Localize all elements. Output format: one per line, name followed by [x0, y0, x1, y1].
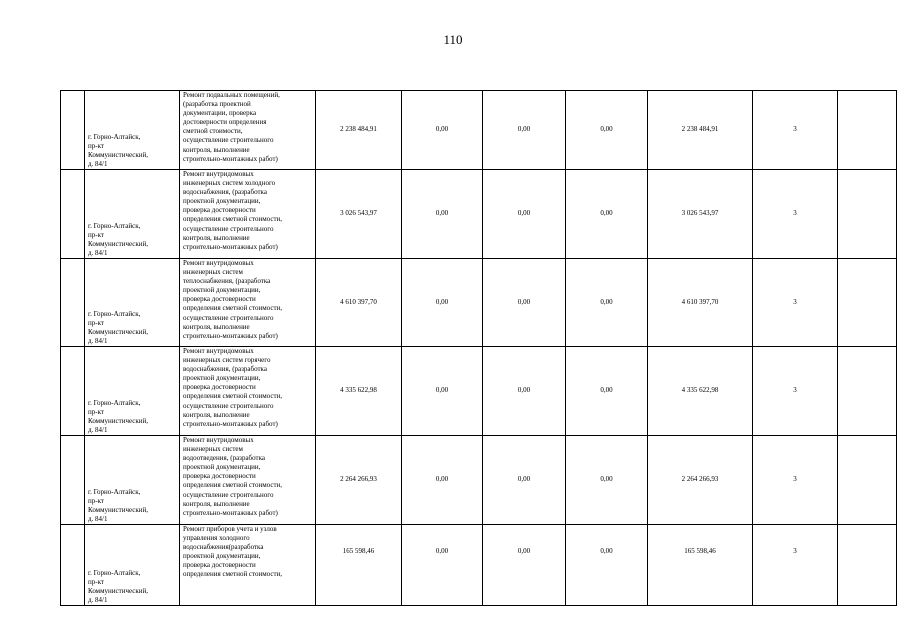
work-line: контроля, выполнение: [183, 410, 250, 419]
work-line: строительно-монтажных работ): [183, 331, 278, 340]
address-line: Коммунистический,: [88, 239, 149, 248]
work-line: осуществление строительного: [183, 490, 274, 499]
index-cell: [61, 347, 85, 436]
work-line: водоснабжения, (разработка: [183, 365, 267, 374]
work-line: проектной документации,: [183, 552, 261, 561]
work-line: проектной документации,: [183, 286, 261, 295]
address-line: д. 84/1: [88, 248, 108, 257]
address-line: г. Горно-Алтайск,: [88, 398, 141, 407]
address-line: Коммунистический,: [88, 327, 149, 336]
value-cell: 0,00: [402, 347, 483, 436]
work-line: водоснабжения, (разработка: [183, 188, 267, 197]
work-line: проектной документации,: [183, 463, 261, 472]
address-line: Коммунистический,: [88, 150, 149, 159]
work-line: контроля, выполнение: [183, 322, 250, 331]
value-cell: 0,00: [483, 347, 566, 436]
value-cell: 0,00: [402, 170, 483, 259]
work-line: проверка достоверности: [183, 206, 256, 215]
value-cell: 0,00: [566, 91, 648, 170]
work-line: строительно-монтажных работ): [183, 154, 278, 163]
empty-cell: [838, 525, 897, 606]
work-line: (разработка проектной: [183, 100, 251, 109]
work-line: осуществление строительного: [183, 136, 274, 145]
fund-cost-cell: 165 598,46: [648, 525, 753, 606]
table-row: [61, 170, 897, 259]
fund-cost-cell: 3 026 543,97: [648, 170, 753, 259]
address-line: пр-кт: [88, 230, 104, 239]
index-cell: [61, 436, 85, 525]
work-line: водоснабжения(разработка: [183, 543, 264, 552]
work-description-cell: [180, 91, 316, 170]
address-line: пр-кт: [88, 407, 104, 416]
work-line: контроля, выполнение: [183, 499, 250, 508]
work-line: инженерных систем: [183, 268, 243, 277]
work-line: проектной документации,: [183, 197, 261, 206]
work-line: инженерных систем холодного: [183, 179, 276, 188]
work-description-cell: [180, 170, 316, 259]
address-line: д. 84/1: [88, 595, 108, 604]
value-cell: 0,00: [402, 91, 483, 170]
work-line: Ремонт подвальных помещений,: [183, 91, 280, 99]
work-line: управления холодного: [183, 534, 250, 543]
work-description-cell: [180, 436, 316, 525]
work-line: Ремонт внутридомовых: [183, 259, 254, 267]
work-line: контроля, выполнение: [183, 233, 250, 242]
count-cell: 3: [753, 436, 838, 525]
work-line: определения сметной стоимости,: [183, 304, 283, 313]
total-cost-cell: 2 238 484,91: [316, 91, 402, 170]
value-cell: 0,00: [402, 525, 483, 606]
address-line: пр-кт: [88, 496, 104, 505]
work-line: инженерных систем: [183, 445, 243, 454]
index-cell: [61, 259, 85, 347]
repair-works-table: [60, 90, 897, 606]
count-cell: 3: [753, 347, 838, 436]
address-cell: [85, 91, 180, 170]
address-line: г. Горно-Алтайск,: [88, 221, 141, 230]
empty-cell: [838, 347, 897, 436]
work-line: определения сметной стоимости,: [183, 392, 283, 401]
work-line: осуществление строительного: [183, 224, 274, 233]
work-line: инженерных систем горячего: [183, 356, 271, 365]
address-line: пр-кт: [88, 318, 104, 327]
work-line: Ремонт внутридомовых: [183, 347, 254, 355]
fund-cost-cell: 4 610 397,70: [648, 259, 753, 347]
work-line: Ремонт приборов учета и узлов: [183, 525, 277, 533]
fund-cost-cell: 2 264 266,93: [648, 436, 753, 525]
work-description-cell: [180, 525, 316, 606]
work-line: достоверности определения: [183, 118, 267, 127]
fund-cost-cell: 4 335 622,98: [648, 347, 753, 436]
value-cell: 0,00: [566, 170, 648, 259]
empty-cell: [838, 436, 897, 525]
work-line: определения сметной стоимости,: [183, 570, 283, 579]
table-row: [61, 525, 897, 606]
count-cell: 3: [753, 91, 838, 170]
work-line: определения сметной стоимости,: [183, 215, 283, 224]
work-line: сметной стоимости,: [183, 127, 243, 136]
total-cost-cell: 2 264 266,93: [316, 436, 402, 525]
page-number: 110: [443, 32, 463, 47]
work-line: Ремонт внутридомовых: [183, 436, 254, 444]
total-cost-cell: 4 610 397,70: [316, 259, 402, 347]
work-description-cell: [180, 347, 316, 436]
value-cell: 0,00: [566, 436, 648, 525]
work-description-cell: [180, 259, 316, 347]
count-cell: 3: [753, 259, 838, 347]
total-cost-cell: 165 598,46: [316, 525, 402, 606]
value-cell: 0,00: [483, 436, 566, 525]
fund-cost-cell: 2 238 484,91: [648, 91, 753, 170]
work-line: проверка достоверности: [183, 561, 256, 570]
work-line: строительно-монтажных работ): [183, 242, 278, 251]
value-cell: 0,00: [483, 170, 566, 259]
count-cell: 3: [753, 525, 838, 606]
index-cell: [61, 170, 85, 259]
value-cell: 0,00: [483, 525, 566, 606]
empty-cell: [838, 170, 897, 259]
address-cell: [85, 170, 180, 259]
value-cell: 0,00: [483, 259, 566, 347]
address-line: Коммунистический,: [88, 505, 149, 514]
work-line: проверка достоверности: [183, 383, 256, 392]
work-line: проверка достоверности: [183, 472, 256, 481]
address-line: Коммунистический,: [88, 416, 149, 425]
table-row: [61, 347, 897, 436]
address-line: пр-кт: [88, 141, 104, 150]
address-line: д. 84/1: [88, 336, 108, 345]
empty-cell: [838, 91, 897, 170]
work-line: строительно-монтажных работ): [183, 419, 278, 428]
value-cell: 0,00: [402, 436, 483, 525]
address-line: г. Горно-Алтайск,: [88, 132, 141, 141]
total-cost-cell: 4 335 622,98: [316, 347, 402, 436]
work-line: определения сметной стоимости,: [183, 481, 283, 490]
address-line: г. Горно-Алтайск,: [88, 568, 141, 577]
address-line: д. 84/1: [88, 159, 108, 168]
work-line: документации, проверка: [183, 109, 257, 118]
table-row: [61, 436, 897, 525]
table-row: [61, 259, 897, 347]
value-cell: 0,00: [402, 259, 483, 347]
address-line: д. 84/1: [88, 514, 108, 523]
empty-cell: [838, 259, 897, 347]
work-line: теплоснабжения, (разработка: [183, 277, 271, 286]
value-cell: 0,00: [566, 347, 648, 436]
index-cell: [61, 525, 85, 606]
total-cost-cell: 3 026 543,97: [316, 170, 402, 259]
address-line: Коммунистический,: [88, 586, 149, 595]
count-cell: 3: [753, 170, 838, 259]
address-cell: [85, 525, 180, 606]
work-line: строительно-монтажных работ): [183, 508, 278, 517]
address-line: пр-кт: [88, 577, 104, 586]
address-line: г. Горно-Алтайск,: [88, 309, 141, 318]
value-cell: 0,00: [483, 91, 566, 170]
work-line: Ремонт внутридомовых: [183, 170, 254, 178]
address-cell: [85, 347, 180, 436]
work-line: осуществление строительного: [183, 401, 274, 410]
address-cell: [85, 259, 180, 347]
address-line: д. 84/1: [88, 425, 108, 434]
work-line: водоотведения, (разработка: [183, 454, 265, 463]
work-line: контроля, выполнение: [183, 145, 250, 154]
work-line: осуществление строительного: [183, 313, 274, 322]
value-cell: 0,00: [566, 259, 648, 347]
address-cell: [85, 436, 180, 525]
work-line: проектной документации,: [183, 374, 261, 383]
index-cell: [61, 91, 85, 170]
value-cell: 0,00: [566, 525, 648, 606]
table-row: [61, 91, 897, 170]
work-line: проверка достоверности: [183, 295, 256, 304]
address-line: г. Горно-Алтайск,: [88, 487, 141, 496]
